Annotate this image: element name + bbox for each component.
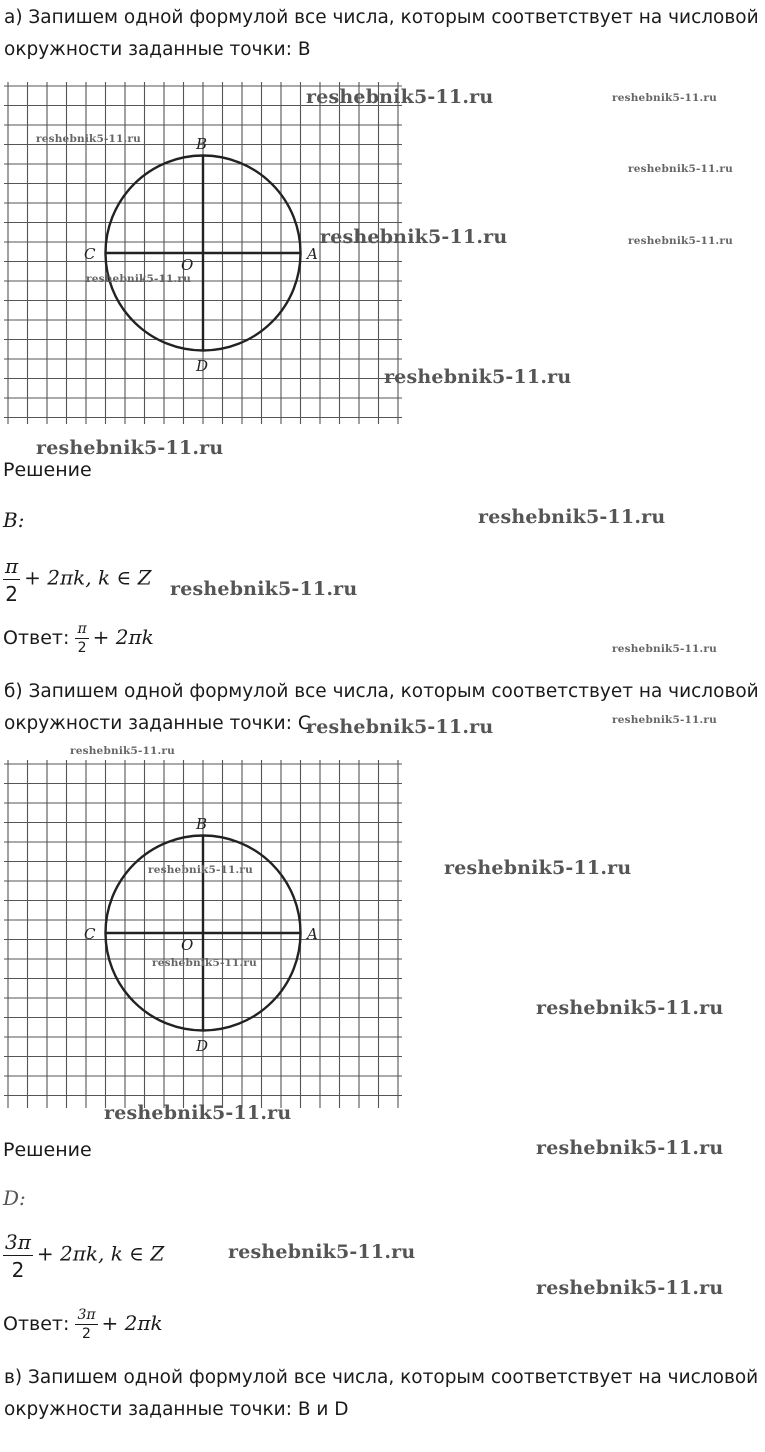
point-label-a: B: — [3, 508, 25, 532]
watermark: reshebnik5-11.ru — [70, 745, 175, 757]
formula-a-denominator: 2 — [5, 582, 18, 606]
solution-heading-a: Решение — [3, 459, 92, 481]
answer-b-numerator: 3π — [77, 1307, 96, 1323]
answer-a — [3, 622, 154, 655]
watermark: reshebnik5-11.ru — [628, 163, 733, 175]
label-B: B — [196, 815, 208, 833]
label-C: C — [84, 245, 96, 263]
formula-a-numerator: π — [5, 554, 19, 578]
watermark: reshebnik5-11.ru — [536, 997, 724, 1019]
watermark: reshebnik5-11.ru — [228, 1241, 416, 1263]
answer-b-label: Ответ: — [3, 1313, 70, 1335]
point-label-b: D: — [3, 1186, 26, 1210]
answer-a-label: Ответ: — [3, 627, 70, 649]
watermark: reshebnik5-11.ru — [478, 506, 666, 528]
formula-b — [3, 1232, 164, 1280]
watermark: reshebnik5-11.ru — [152, 957, 257, 969]
watermark: reshebnik5-11.ru — [384, 366, 572, 388]
watermark: reshebnik5-11.ru — [536, 1277, 724, 1299]
watermark: reshebnik5-11.ru — [86, 273, 191, 285]
watermark: reshebnik5-11.ru — [536, 1137, 724, 1159]
watermark: reshebnik5-11.ru — [36, 437, 224, 459]
label-O: O — [181, 256, 194, 274]
label-A: A — [307, 925, 318, 943]
answer-a-numerator: π — [77, 621, 87, 637]
task-a-text: а) Запишем одной формулой все числа, которым соответствует на числовой окружности заданные точки: B — [4, 7, 759, 60]
label-B: B — [196, 135, 208, 153]
watermark: reshebnik5-11.ru — [36, 133, 141, 145]
watermark: reshebnik5-11.ru — [306, 716, 494, 738]
answer-a-denominator: 2 — [77, 640, 87, 656]
watermark: reshebnik5-11.ru — [320, 226, 508, 248]
label-O: O — [181, 936, 194, 954]
watermark: reshebnik5-11.ru — [628, 235, 733, 247]
watermark: reshebnik5-11.ru — [148, 864, 253, 876]
watermark: reshebnik5-11.ru — [612, 92, 717, 104]
task-c-text: в) Запишем одной формулой все числа, которым соответствует на числовой окружности заданные точки: B и D — [4, 1367, 759, 1420]
task-b-text: б) Запишем одной формулой все числа, которым соответствует на числовой окружности заданные точки: C — [4, 681, 759, 734]
label-A: A — [307, 245, 318, 263]
answer-b — [3, 1308, 163, 1341]
answer-b-rest: + 2πk — [101, 1311, 163, 1335]
answer-a-rest: + 2πk — [92, 625, 154, 649]
label-D: D — [196, 357, 209, 375]
watermark: reshebnik5-11.ru — [612, 643, 717, 655]
watermark: reshebnik5-11.ru — [612, 714, 717, 726]
unit-circle-diagram-a — [0, 78, 420, 428]
watermark: reshebnik5-11.ru — [170, 578, 358, 600]
formula-b-numerator: 3π — [5, 1230, 31, 1254]
formula-a — [3, 556, 152, 604]
formula-b-denominator: 2 — [11, 1258, 25, 1282]
label-C: C — [84, 925, 96, 943]
watermark: reshebnik5-11.ru — [444, 857, 632, 879]
watermark: reshebnik5-11.ru — [104, 1102, 292, 1124]
answer-b-denominator: 2 — [82, 1326, 91, 1342]
formula-a-rest: + 2πk, k ∈ Z — [24, 565, 152, 590]
unit-circle-diagram-b — [0, 756, 420, 1112]
watermark: reshebnik5-11.ru — [306, 86, 494, 108]
label-D: D — [196, 1037, 209, 1055]
solution-heading-b: Решение — [3, 1139, 92, 1161]
formula-b-rest: + 2πk, k ∈ Z — [36, 1241, 165, 1266]
